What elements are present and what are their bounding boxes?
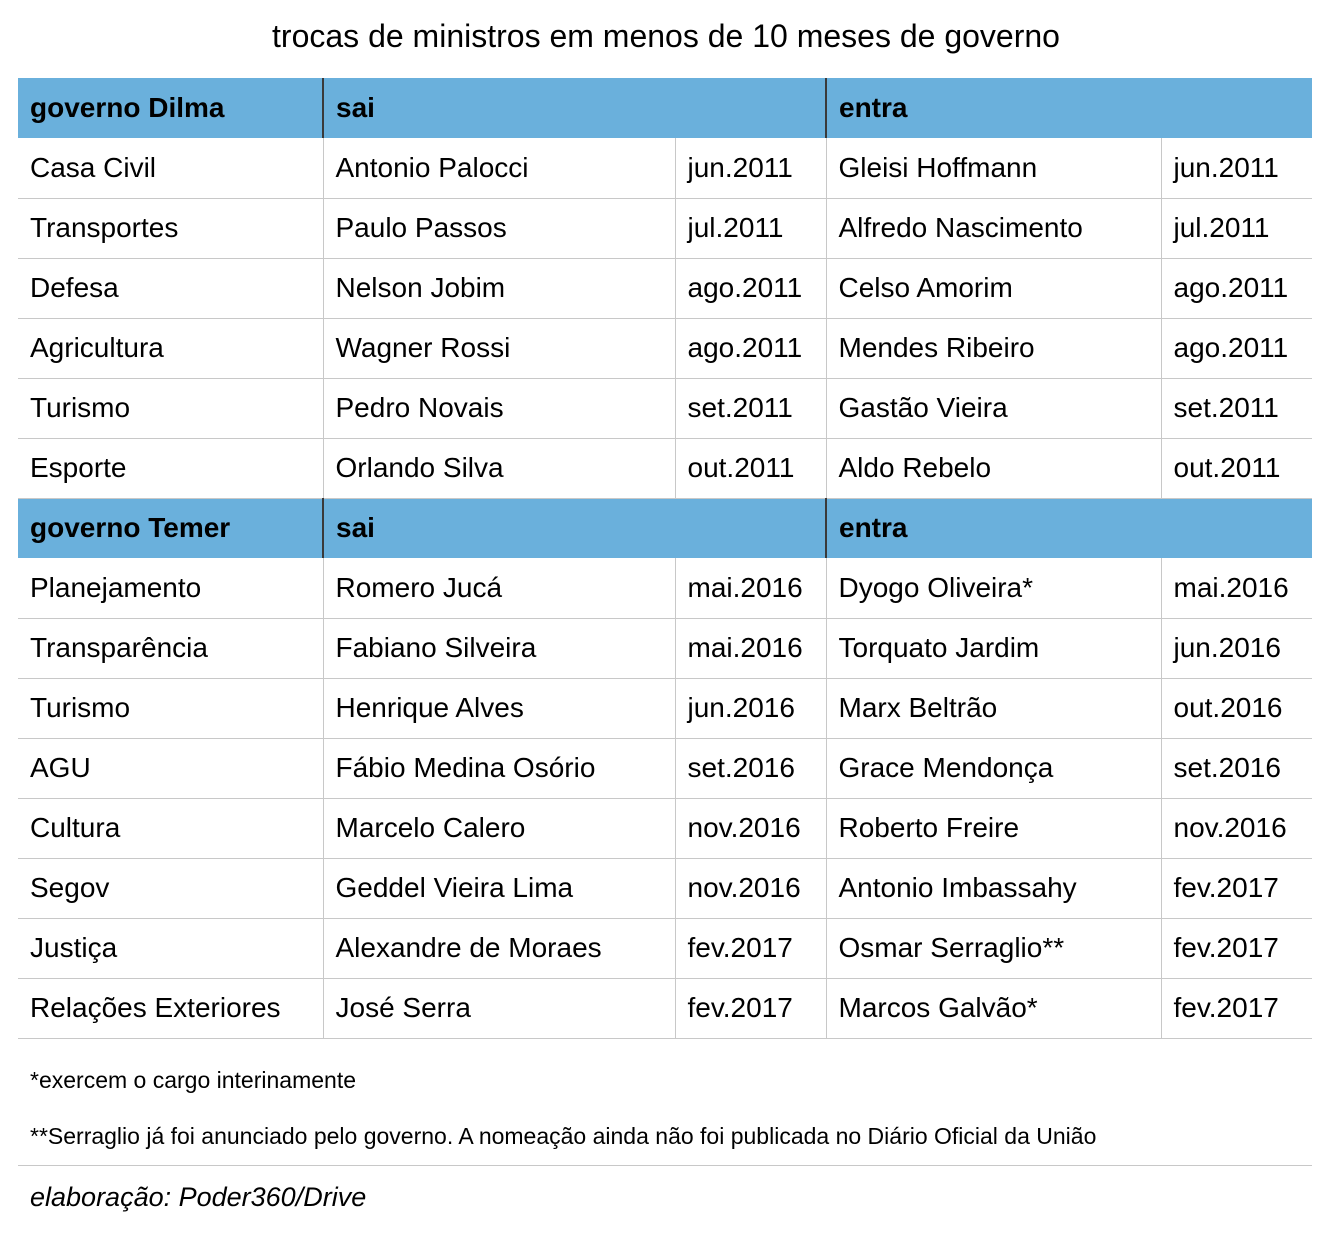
footnote-serraglio: **Serraglio já foi anunciado pelo governo. A nomeação ainda não foi publicada no Diário Oficial da União xyxy=(18,1108,1312,1166)
cell-entra-nome: Gleisi Hoffmann xyxy=(826,138,1161,198)
cell-sai-data: out.2011 xyxy=(675,438,826,498)
cell-entra-data: fev.2017 xyxy=(1161,918,1312,978)
table-row xyxy=(18,438,1312,498)
cell-sai-nome: Fabiano Silveira xyxy=(323,618,675,678)
cell-sai-data: set.2016 xyxy=(675,738,826,798)
cell-entra-data: jun.2011 xyxy=(1161,138,1312,198)
cell-sai-data: ago.2011 xyxy=(675,318,826,378)
cell-sai-data: jun.2011 xyxy=(675,138,826,198)
cell-entra-nome: Celso Amorim xyxy=(826,258,1161,318)
table-row xyxy=(18,918,1312,978)
cell-sai-nome: Antonio Palocci xyxy=(323,138,675,198)
cell-entra-nome: Grace Mendonça xyxy=(826,738,1161,798)
cell-sai-nome: Pedro Novais xyxy=(323,378,675,438)
cell-pasta: AGU xyxy=(18,738,323,798)
cell-entra-nome: Dyogo Oliveira* xyxy=(826,558,1161,618)
table-row xyxy=(18,678,1312,738)
cell-sai-nome: Paulo Passos xyxy=(323,198,675,258)
cell-entra-nome: Alfredo Nascimento xyxy=(826,198,1161,258)
cell-sai-data: mai.2016 xyxy=(675,558,826,618)
cell-sai-nome: Fábio Medina Osório xyxy=(323,738,675,798)
cell-sai-data: nov.2016 xyxy=(675,798,826,858)
cell-sai-data: nov.2016 xyxy=(675,858,826,918)
cell-entra-nome: Marx Beltrão xyxy=(826,678,1161,738)
cell-entra-nome: Antonio Imbassahy xyxy=(826,858,1161,918)
page-title: trocas de ministros em menos de 10 meses de governo xyxy=(272,18,1060,54)
cell-sai-data: jul.2011 xyxy=(675,198,826,258)
table-row xyxy=(18,558,1312,618)
cell-pasta: Agricultura xyxy=(18,318,323,378)
cell-entra-data: nov.2016 xyxy=(1161,798,1312,858)
cell-entra-data: fev.2017 xyxy=(1161,858,1312,918)
cell-sai-data: ago.2011 xyxy=(675,258,826,318)
footnote-interim: *exercem o cargo interinamente xyxy=(30,1067,356,1093)
table-row xyxy=(18,378,1312,438)
cell-entra-data: fev.2017 xyxy=(1161,978,1312,1038)
cell-sai-data: mai.2016 xyxy=(675,618,826,678)
cell-sai-nome: Geddel Vieira Lima xyxy=(323,858,675,918)
cell-pasta: Justiça xyxy=(18,918,323,978)
table-row xyxy=(18,198,1312,258)
cell-sai-nome: Marcelo Calero xyxy=(323,798,675,858)
cell-pasta: Segov xyxy=(18,858,323,918)
footnotes xyxy=(18,1052,1312,1214)
cell-pasta: Turismo xyxy=(18,378,323,438)
cell-pasta: Defesa xyxy=(18,258,323,318)
cell-entra-data: set.2016 xyxy=(1161,738,1312,798)
cell-sai-data: set.2011 xyxy=(675,378,826,438)
cell-entra-nome: Gastão Vieira xyxy=(826,378,1161,438)
cell-pasta: Relações Exteriores xyxy=(18,978,323,1038)
table-row xyxy=(18,258,1312,318)
cell-sai-data: fev.2017 xyxy=(675,918,826,978)
cell-entra-nome: Osmar Serraglio** xyxy=(826,918,1161,978)
cell-pasta: Transportes xyxy=(18,198,323,258)
group-header-row xyxy=(18,78,1312,138)
table-body xyxy=(18,78,1312,1038)
group-header-sai: sai xyxy=(323,78,826,138)
cell-sai-nome: José Serra xyxy=(323,978,675,1038)
cell-pasta: Turismo xyxy=(18,678,323,738)
cell-entra-data: jun.2016 xyxy=(1161,618,1312,678)
cell-pasta: Casa Civil xyxy=(18,138,323,198)
group-header-row xyxy=(18,498,1312,558)
cell-pasta: Cultura xyxy=(18,798,323,858)
table-row xyxy=(18,858,1312,918)
cell-entra-data: ago.2011 xyxy=(1161,258,1312,318)
cell-entra-nome: Aldo Rebelo xyxy=(826,438,1161,498)
cell-pasta: Transparência xyxy=(18,618,323,678)
cell-entra-nome: Roberto Freire xyxy=(826,798,1161,858)
table-row xyxy=(18,738,1312,798)
group-header-governo: governo Dilma xyxy=(18,78,323,138)
cell-entra-nome: Marcos Galvão* xyxy=(826,978,1161,1038)
group-header-entra: entra xyxy=(826,78,1312,138)
cell-entra-nome: Mendes Ribeiro xyxy=(826,318,1161,378)
ministers-table xyxy=(18,78,1312,1039)
table-row xyxy=(18,618,1312,678)
cell-sai-nome: Wagner Rossi xyxy=(323,318,675,378)
cell-pasta: Esporte xyxy=(18,438,323,498)
table-row xyxy=(18,798,1312,858)
cell-sai-data: fev.2017 xyxy=(675,978,826,1038)
cell-sai-nome: Orlando Silva xyxy=(323,438,675,498)
cell-entra-data: mai.2016 xyxy=(1161,558,1312,618)
group-header-governo: governo Temer xyxy=(18,498,323,558)
cell-sai-nome: Nelson Jobim xyxy=(323,258,675,318)
cell-entra-data: set.2011 xyxy=(1161,378,1312,438)
cell-entra-data: ago.2011 xyxy=(1161,318,1312,378)
cell-entra-data: out.2016 xyxy=(1161,678,1312,738)
cell-entra-data: jul.2011 xyxy=(1161,198,1312,258)
source-credit: elaboração: Poder360/Drive xyxy=(30,1182,367,1212)
group-header-sai: sai xyxy=(323,498,826,558)
cell-sai-nome: Romero Jucá xyxy=(323,558,675,618)
table-row xyxy=(18,318,1312,378)
table-row xyxy=(18,138,1312,198)
cell-entra-data: out.2011 xyxy=(1161,438,1312,498)
table-row xyxy=(18,978,1312,1038)
cell-sai-nome: Henrique Alves xyxy=(323,678,675,738)
cell-sai-nome: Alexandre de Moraes xyxy=(323,918,675,978)
cell-sai-data: jun.2016 xyxy=(675,678,826,738)
group-header-entra: entra xyxy=(826,498,1312,558)
cell-entra-nome: Torquato Jardim xyxy=(826,618,1161,678)
cell-pasta: Planejamento xyxy=(18,558,323,618)
